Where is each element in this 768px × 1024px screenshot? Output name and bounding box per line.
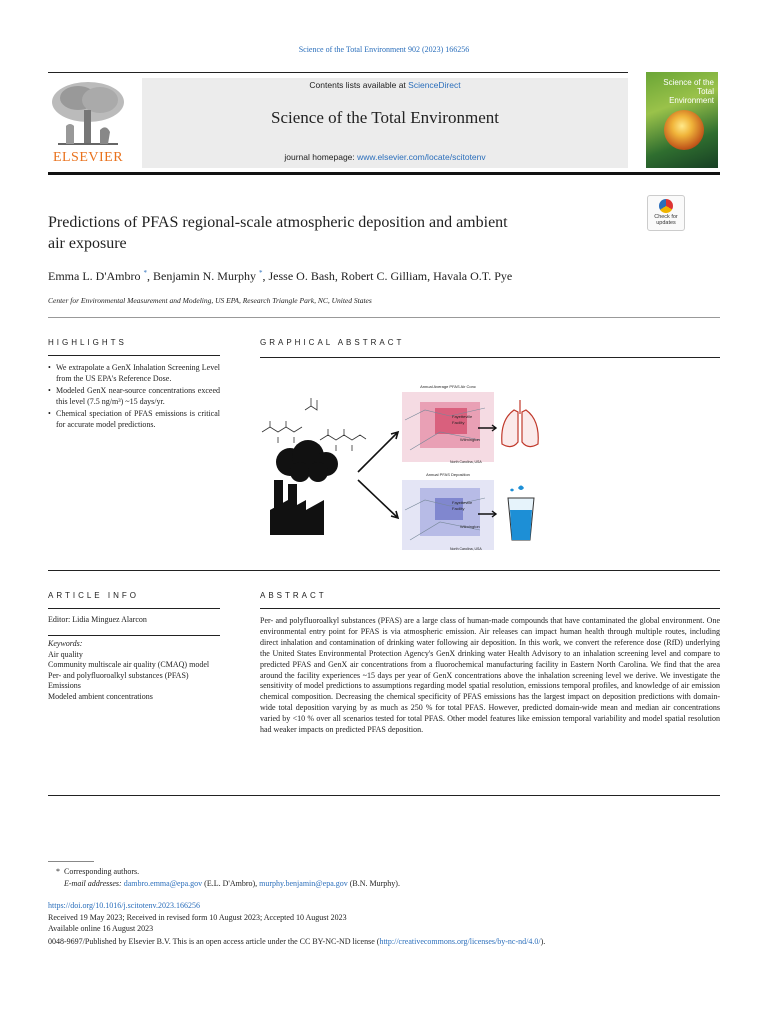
email-link-dambro[interactable]: dambro.emma@epa.gov bbox=[123, 879, 203, 888]
article-info-rule bbox=[48, 608, 220, 609]
map-label-facility: Facility bbox=[452, 420, 465, 425]
map-label-wilmington: Wilmington bbox=[460, 437, 480, 442]
homepage-prefix: journal homepage: bbox=[284, 152, 358, 162]
keyword-item: Per- and polyfluoroalkyl substances (PFAS) bbox=[48, 670, 189, 680]
affiliation: Center for Environmental Measurement and Modeling, US EPA, Research Triangle Park, NC, United States bbox=[48, 296, 372, 305]
graphical-abstract-figure[interactable] bbox=[260, 380, 560, 555]
keyword-item: Air quality bbox=[48, 649, 83, 659]
abstract-bottom-rule bbox=[48, 795, 720, 796]
highlights-heading: HIGHLIGHTS bbox=[48, 338, 127, 347]
journal-cover[interactable] bbox=[646, 72, 718, 168]
header-thick-rule bbox=[48, 172, 720, 175]
factory-icon bbox=[270, 440, 338, 535]
graphical-abstract-heading: GRAPHICAL ABSTRACT bbox=[260, 338, 405, 347]
highlight-item: • Modeled GenX near-source concentrations exceed this level (7.5 ng/m³) ~15 days/yr. bbox=[48, 385, 220, 407]
elsevier-wordmark: ELSEVIER bbox=[52, 150, 124, 165]
corresponding-note bbox=[56, 866, 139, 877]
contents-line bbox=[142, 80, 628, 90]
cover-title-line2: Total Environment bbox=[669, 87, 714, 105]
editor-rule bbox=[48, 635, 220, 636]
cover-title-line1: Science of the bbox=[663, 78, 714, 87]
email-label: E-mail addresses: bbox=[64, 879, 122, 888]
map-label-fayetteville: Fayetteville bbox=[452, 414, 473, 419]
footnote-mark: * bbox=[56, 867, 60, 876]
deposition-map-title: Annual PFAS Deposition bbox=[426, 472, 470, 477]
author-name[interactable]: Jesse O. Bash bbox=[268, 269, 335, 283]
sciencedirect-link[interactable]: ScienceDirect bbox=[408, 80, 461, 90]
license-line bbox=[48, 936, 728, 947]
article-title bbox=[48, 212, 628, 254]
homepage-line bbox=[142, 152, 628, 162]
author-list: Emma L. D'Ambro *, Benjamin N. Murphy *, Jesse O. Bash, Robert C. Gilliam, Havala O.T. Pye bbox=[48, 269, 513, 283]
highlight-item: • We extrapolate a GenX Inhalation Screening Level from the US EPA's Reference Dose. bbox=[48, 362, 220, 384]
lungs-icon bbox=[502, 400, 539, 447]
footnote-rule bbox=[48, 861, 94, 862]
author-name[interactable]: Emma L. D'Ambro bbox=[48, 269, 141, 283]
arrow-icon bbox=[358, 432, 398, 518]
email-line bbox=[64, 878, 714, 889]
corresponding-mark[interactable]: * bbox=[143, 269, 147, 277]
author-name[interactable]: Havala O.T. Pye bbox=[433, 269, 513, 283]
highlights-rule bbox=[48, 355, 220, 356]
keywords-block bbox=[48, 639, 220, 703]
author-name[interactable]: Robert C. Gilliam bbox=[340, 269, 428, 283]
section-divider bbox=[48, 570, 720, 571]
license-link[interactable]: http://creativecommons.org/licenses/by-nc-nd/4.0/ bbox=[379, 937, 541, 946]
doi-link[interactable] bbox=[48, 900, 200, 911]
email-link-murphy[interactable]: murphy.benjamin@epa.gov bbox=[259, 879, 348, 888]
map-label-fayetteville: Fayetteville bbox=[452, 500, 473, 505]
email-owner: (B.N. Murphy). bbox=[347, 879, 400, 888]
license-suffix: ). bbox=[540, 937, 546, 946]
map-caption: North Carolina, USA bbox=[450, 547, 482, 551]
check-updates-line1: Check for bbox=[654, 214, 678, 220]
contents-prefix: Contents lists available at bbox=[309, 80, 409, 90]
highlights-list bbox=[48, 362, 220, 431]
water-glass-icon bbox=[508, 486, 534, 541]
cover-orb-image bbox=[664, 110, 704, 150]
abstract-rule bbox=[260, 608, 720, 609]
check-for-updates-button[interactable] bbox=[647, 195, 685, 231]
history-online: Available online 16 August 2023 bbox=[48, 924, 154, 933]
affiliation-rule bbox=[48, 317, 720, 318]
elsevier-tree-icon bbox=[48, 80, 128, 150]
keyword-item: Modeled ambient concentrations bbox=[48, 691, 153, 701]
abstract-text: Per- and polyfluoroalkyl substances (PFAS) are a large class of human-made compounds that have contaminated the global environment. One environmental entry point for PFAS is via atmospheric emission. Air releases can impact human health through multiple routes, including direct inhalation and contamination of drinking water following air deposition. In this work, we convert the reference dose (RfD) underlying the United States Environmental Protection Agency's GenX drinking water Health Advisory to an inhalation screening level and compare to predicted PFAS and GenX air concentrations from a fluorochemical manufacturing facility in Eastern North Carolina. We find that the area around the facility experiences ~15 days per year of GenX concentrations above the inhalation screening level we derive. We investigate the sensitivity of model predictions to assumptions regarding model spatial resolution, emissions temporal profiles, and knowledge of air emission chemical composition. Decreasing the chemical specificity of PFAS emissions has the largest impact on deposition predictions with domain-wide total deposition varying by as much as 250 % for total PFAS. However, predicted domain-wide mean and median air concentrations varied by <10 % over all scenarios tested for total PFAS. Other model features like emission temporal variability and model spatial resolution had weaker impacts on predicted PFAS deposition. bbox=[260, 616, 720, 735]
article-title-line2: air exposure bbox=[48, 235, 127, 252]
doi-url[interactable]: https://doi.org/10.1016/j.scitotenv.2023.166256 bbox=[48, 901, 200, 910]
check-updates-line2: updates bbox=[656, 220, 676, 226]
check-updates-icon bbox=[659, 199, 673, 213]
highlight-item: • Chemical speciation of PFAS emissions is critical for accurate model predictions. bbox=[48, 408, 220, 430]
abstract-heading: ABSTRACT bbox=[260, 591, 327, 600]
map-caption: North Carolina, USA bbox=[450, 460, 482, 464]
journal-homepage-link[interactable]: www.elsevier.com/locate/scitotenv bbox=[357, 152, 486, 162]
keywords-label: Keywords: bbox=[48, 639, 83, 648]
editor: Editor: Lidia Minguez Alarcon bbox=[48, 615, 147, 624]
map-label-facility: Facility bbox=[452, 506, 465, 511]
article-title-line1: Predictions of PFAS regional-scale atmospheric deposition and ambient bbox=[48, 214, 508, 231]
corresponding-mark[interactable]: * bbox=[258, 269, 263, 277]
author-name[interactable]: Benjamin N. Murphy bbox=[152, 269, 256, 283]
email-owner: (E.L. D'Ambro), bbox=[202, 879, 260, 888]
journal-title: Science of the Total Environment bbox=[271, 108, 499, 127]
keyword-item: Emissions bbox=[48, 681, 81, 691]
article-info-heading: ARTICLE INFO bbox=[48, 591, 139, 600]
corresponding-text: Corresponding authors. bbox=[64, 867, 140, 876]
keyword-item: Community multiscale air quality (CMAQ) model bbox=[48, 660, 210, 670]
air-map-title: Annual Average PFAS Air Conc bbox=[420, 384, 476, 389]
license-text: 0048-9697/Published by Elsevier B.V. This is an open access article under the CC BY-NC-ND license ( bbox=[48, 937, 380, 946]
journal-reference[interactable]: Science of the Total Environment 902 (2023) 166256 bbox=[298, 45, 470, 54]
graphical-abstract-rule bbox=[260, 357, 720, 358]
map-label-wilmington: Wilmington bbox=[460, 524, 480, 529]
history-received: Received 19 May 2023; Received in revised form 10 August 2023; Accepted 10 August 2023 bbox=[48, 913, 347, 922]
graphical-abstract-artwork bbox=[260, 380, 560, 555]
header-top-rule bbox=[48, 72, 628, 73]
